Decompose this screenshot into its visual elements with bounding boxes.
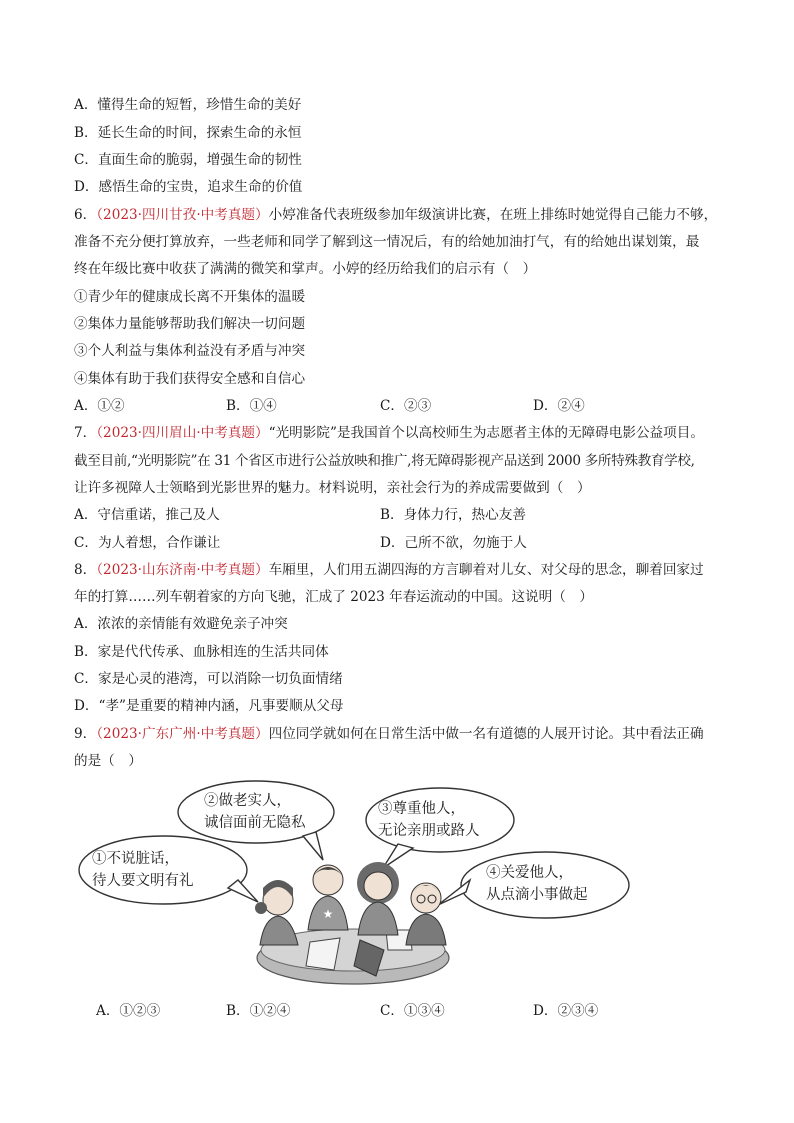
q7-option-d: D．己所不欲，勿施于人 <box>380 535 527 551</box>
q9-option-c: C．①③④ <box>380 1003 445 1019</box>
q6-source: （2023·四川甘孜·中考真题） <box>96 207 269 223</box>
q6-stem-line1 <box>74 206 717 224</box>
student-1 <box>255 880 298 945</box>
bubble-2-text: ②做老实人， 诚信面前无隐私 <box>204 793 306 831</box>
q6-option-b: B．①④ <box>226 398 277 414</box>
q6-item-4: ④集体有助于我们获得安全感和自信心 <box>74 371 306 387</box>
q9-number: 9． <box>74 726 97 742</box>
q8-option-b: B．家是代代传承、血脉相连的生活共同体 <box>74 644 329 660</box>
q6-option-d: D．②④ <box>533 398 585 414</box>
q7-option-c: C．为人着想，合作谦让 <box>74 535 221 551</box>
q6-item-3: ③个人利益与集体利益没有矛盾与冲突 <box>74 343 306 359</box>
bubble-4-tail <box>438 880 470 905</box>
q6-stem-line2: 准备不充分便打算放弃，一些老师和同学了解到这一情况后，有的给她加油打气，有的给她出谋划策，最 <box>74 234 700 250</box>
bubble-1-text: ①不说脏话， 待人要文明有礼 <box>92 851 194 889</box>
q8-stem-line2: 年的打算……列车朝着家的方向飞驰，汇成了 2023 年春运流动的中国。这说明（ ） <box>74 589 594 605</box>
q5-option-a: A．懂得生命的短暂，珍惜生命的美好 <box>74 97 302 113</box>
q7-option-a: A．守信重诺，推己及人 <box>74 507 220 523</box>
q9-option-a: A．①②③ <box>96 1003 161 1019</box>
paper-1 <box>306 938 340 970</box>
q6-option-c: C．②③ <box>380 398 432 414</box>
q5-option-b: B．延长生命的时间，探索生命的永恒 <box>74 125 302 141</box>
q9-stem-line2: 的是（ ） <box>74 753 142 769</box>
q8-stem-text1: 车厢里，人们用五湖四海的方言聊着对儿女、对父母的思念，聊着回家过 <box>268 562 704 578</box>
q9-source: （2023·广东广州·中考真题） <box>96 726 269 742</box>
student-4 <box>406 883 446 945</box>
q6-item-2: ②集体力量能够帮助我们解决一切问题 <box>74 316 306 332</box>
q6-number: 6． <box>74 207 97 223</box>
q7-stem-text1: “光明影院”是我国首个以高校师生为志愿者主体的无障碍电影公益项目。 <box>268 425 704 441</box>
student-3 <box>357 862 399 935</box>
q6-stem-line3: 终在年级比赛中收获了满满的微笑和掌声。小婷的经历给我们的启示有（ ） <box>74 261 537 277</box>
q6-item-1: ①青少年的健康成长离不开集体的温暖 <box>74 289 306 305</box>
q6-stem-text1: 小婷准备代表班级参加年级演讲比赛，在班上排练时她觉得自己能力不够， <box>268 207 718 223</box>
q7-option-b: B．身体力行，热心友善 <box>380 507 526 523</box>
discussion-illustration <box>78 780 638 985</box>
svg-text:★: ★ <box>322 907 334 921</box>
q8-option-d: D．“孝”是重要的精神内涵，凡事要顺从父母 <box>74 698 344 714</box>
q7-stem-line2: 截至目前,“光明影院”在 31 个省区市进行公益放映和推广,将无障碍影视产品送到 2000 多所特殊教育学校, <box>74 453 695 469</box>
bubble-2-tail <box>303 832 323 860</box>
q8-option-a: A．浓浓的亲情能有效避免亲子冲突 <box>74 616 288 632</box>
q6-option-a: A．①② <box>74 398 125 414</box>
student-2 <box>308 865 348 930</box>
q9-option-d: D．②③④ <box>533 1003 599 1019</box>
q9-stem-line1 <box>74 725 704 743</box>
q8-source: （2023·山东济南·中考真题） <box>96 562 269 578</box>
q9-stem-text1: 四位同学就如何在日常生活中做一名有道德的人展开讨论。其中看法正确 <box>268 726 704 742</box>
q8-stem-line1 <box>74 561 704 579</box>
q7-stem-line3: 让许多视障人士领略到光影世界的魅力。材料说明，亲社会行为的养成需要做到（ ） <box>74 480 591 496</box>
q5-option-c: C．直面生命的脆弱，增强生命的韧性 <box>74 152 302 168</box>
q9-option-b: B．①②④ <box>226 1003 291 1019</box>
q5-option-d: D．感悟生命的宝贵，追求生命的价值 <box>74 179 303 195</box>
bubble-4-text: ④关爱他人， 从点滴小事做起 <box>486 865 588 903</box>
bubble-3-text: ③尊重他人， 无论亲朋或路人 <box>378 801 480 839</box>
q7-source: （2023·四川眉山·中考真题） <box>96 425 269 441</box>
q8-number: 8． <box>74 562 97 578</box>
q7-stem-line1 <box>74 424 704 442</box>
q7-number: 7． <box>74 425 97 441</box>
q8-option-c: C．家是心灵的港湾，可以消除一切负面情绪 <box>74 671 343 687</box>
